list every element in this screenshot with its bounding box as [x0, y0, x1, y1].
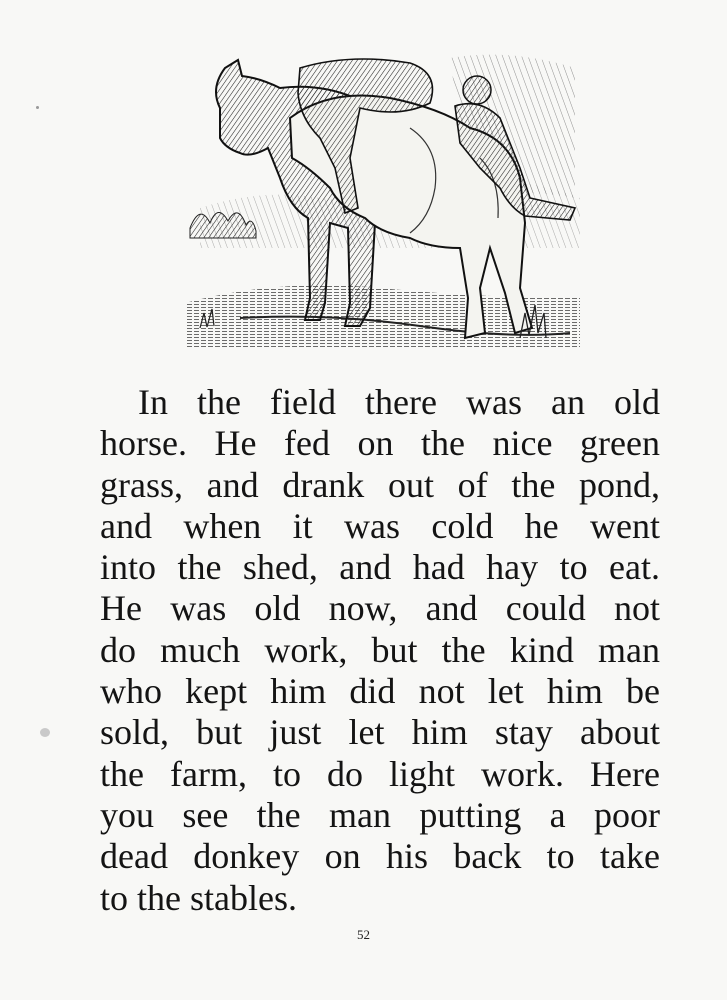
story-line: and when it was cold he went: [100, 505, 660, 546]
story-line: do much work, but the kind man: [100, 629, 660, 670]
story-paragraph: [100, 382, 660, 919]
story-line: grass, and drank out of the pond,: [100, 464, 660, 505]
engraving-illustration: [180, 48, 585, 348]
story-line: to the stables.: [100, 877, 297, 918]
page-number: 52: [357, 927, 370, 942]
story-line: dead donkey on his back to take: [100, 836, 660, 877]
paper-speck: [36, 106, 39, 109]
story-line: sold, but just let him stay about: [100, 712, 660, 753]
story-line: In the field there was an old: [138, 382, 660, 422]
story-line: who kept him did not let him be: [100, 671, 660, 712]
story-line: you see the man putting a poor: [100, 794, 660, 835]
story-line: horse. He fed on the nice green: [100, 423, 660, 464]
story-line: He was old now, and could not: [100, 588, 660, 629]
story-line: the farm, to do light work. Here: [100, 753, 660, 794]
story-line: into the shed, and had hay to eat.: [100, 547, 660, 588]
paper-speck: [40, 728, 50, 737]
